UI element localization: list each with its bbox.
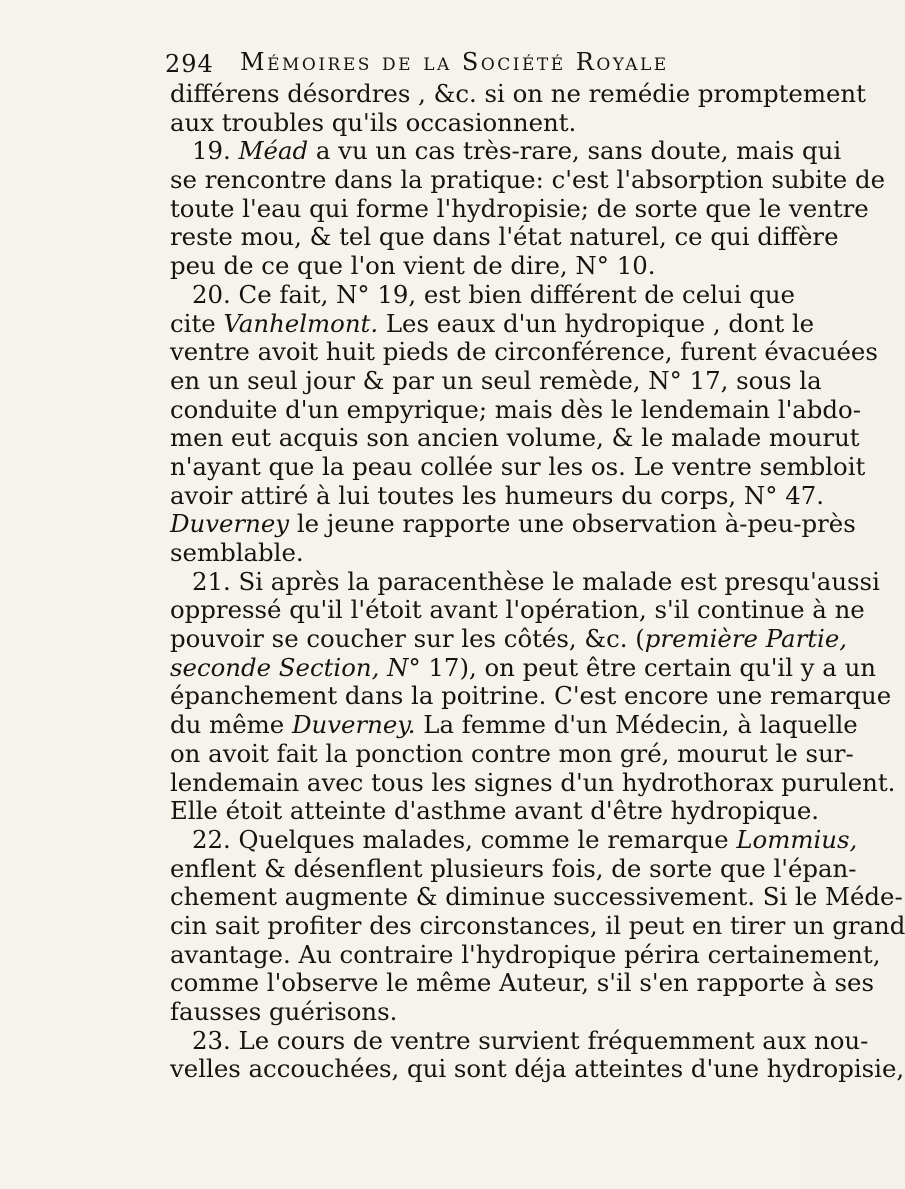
text-line: Elle étoit atteinte d'asthme avant d'être hydropique.	[170, 796, 820, 826]
text-line: chement augmente & diminue successivement. Si le Méde-	[170, 882, 903, 912]
text-line: peu de ce que l'on vient de dire, N° 10.	[170, 251, 656, 281]
text-line: en un seul jour & par un seul remède, N° 17, sous la	[170, 365, 822, 395]
text-line: toute l'eau qui forme l'hydropisie; de sorte que le ventre	[170, 193, 869, 223]
text-line: semblable.	[170, 538, 304, 567]
text-line: cin sait profiter des circonstances, il peut en tirer un grand	[170, 910, 905, 940]
text-line: du même Duverney. La femme d'un Médecin, à laquelle	[170, 710, 858, 740]
text-line: 19. Méad a vu un cas très-rare, sans doute, mais qui	[192, 136, 842, 166]
text-line: men eut acquis son ancien volume, & le malade mourut	[170, 423, 860, 453]
text-line: seconde Section, N° 17), on peut être certain qu'il y a un	[170, 652, 876, 682]
text-line: ventre avoit huit pieds de circonférence, furent évacuées	[170, 337, 878, 367]
text-line: fausses guérisons.	[170, 997, 398, 1026]
text-line: reste mou, & tel que dans l'état naturel, ce qui diffère	[170, 222, 839, 252]
text-line: 22. Quelques malades, comme le remarque Lommius,	[192, 824, 858, 854]
text-line: velles accouchées, qui sont déja atteintes d'une hydropisie,	[170, 1054, 905, 1084]
text-line: on avoit fait la ponction contre mon gré, mourut le sur-	[170, 738, 854, 768]
text-line: oppressé qu'il l'étoit avant l'opération, s'il continue à ne	[170, 595, 865, 625]
text-line: avoir attiré à lui toutes les humeurs du corps, N° 47.	[170, 480, 824, 510]
text-line: pouvoir se coucher sur les côtés, &c. (première Partie,	[170, 624, 848, 654]
text-line: 23. Le cours de ventre survient fréquemment aux nou-	[192, 1025, 869, 1055]
text-line: cite Vanhelmont. Les eaux d'un hydropique , dont le	[170, 308, 815, 338]
text-line: enflent & désenflent plusieurs fois, de sorte que l'épan-	[170, 853, 857, 883]
text-line: épanchement dans la poitrine. C'est encore une remarque	[170, 681, 892, 711]
text-line: comme l'observe le même Auteur, s'il s'en rapporte à ses	[170, 968, 875, 998]
page-number: 294	[165, 50, 214, 78]
text-line: se rencontre dans la pratique: c'est l'absorption subite de	[170, 165, 886, 195]
text-line: aux troubles qu'ils occasionnent.	[170, 107, 577, 137]
text-line: 21. Si après la paracenthèse le malade est presqu'aussi	[192, 566, 880, 596]
text-line: avantage. Au contraire l'hydropique périra certainement,	[170, 939, 881, 969]
text-line: différens désordres , &c. si on ne remédie promptement	[170, 79, 866, 108]
text-line: Duverney le jeune rapporte une observation à-peu-près	[170, 509, 856, 539]
text-line: conduite d'un empyrique; mais dès le lendemain l'abdo-	[170, 394, 861, 424]
text-line: n'ayant que la peau collée sur les os. Le ventre sembloit	[170, 451, 866, 481]
text-line: 20. Ce fait, N° 19, est bien différent de celui que	[192, 279, 795, 309]
body-text	[170, 79, 905, 1084]
text-line: lendemain avec tous les signes d'un hydrothorax purulent.	[170, 767, 896, 797]
running-head: Mémoires de la Société Royale	[240, 48, 669, 76]
